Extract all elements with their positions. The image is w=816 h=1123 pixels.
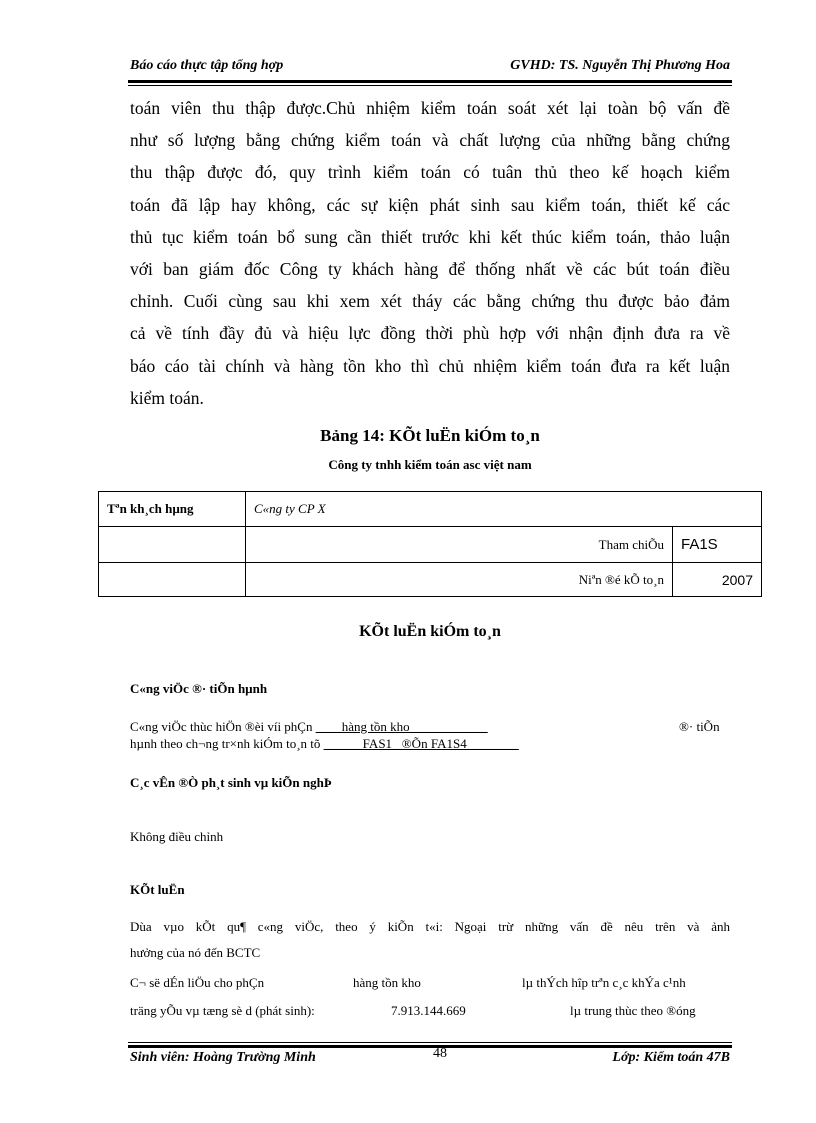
work-performed-heading: C«ng viÖc ®· tiÕn hµnh xyxy=(130,681,268,696)
conclusion-line-1: Dùa vµo kÕt qu¶ c«ng viÖc, theo ý kiÕn t«i: Ngoại trừ những vấn đề nêu trên và ảnh xyxy=(130,919,730,934)
paragraph-line: chỉnh. Cuối cùng sau khi xem xét tháy các bằng chứng thu được bảo đảm xyxy=(130,291,730,312)
audit-company-name: Công ty tnhh kiểm toán asc việt nam xyxy=(328,457,532,472)
engagement-info-table xyxy=(98,491,762,597)
fiscal-year-value: 2007 xyxy=(673,563,762,597)
table-caption xyxy=(98,426,762,446)
audited-part: ____hàng tồn kho____________ xyxy=(315,719,488,734)
footer-class: Lớp: Kiểm toán 47B xyxy=(612,1050,730,1065)
table-row xyxy=(99,492,762,527)
assertion-appropriate: lµ thÝch hîp trªn c¸c khÝa c¹nh xyxy=(522,975,686,990)
balance-label: träng yÕu vµ tæng sè d (phát sinh): xyxy=(130,1003,315,1018)
table-row xyxy=(99,527,762,563)
work-line-1-end: ®· tiÕn xyxy=(679,719,720,734)
paragraph-line: như số lượng bằng chứng kiểm toán và chất lượng của những bằng chứng xyxy=(130,130,730,151)
issues-heading: C¸c vÊn ®Ò ph¸t sinh vµ kiÕn nghÞ xyxy=(130,775,332,790)
header-report-title: Báo cáo thực tập tổng hợp xyxy=(130,58,284,73)
table-number: Bảng 14: xyxy=(320,426,390,445)
client-label: Tªn kh¸ch hµng xyxy=(99,492,246,527)
reference-value: FA1S xyxy=(673,527,762,563)
paragraph-line: với ban giám đốc Công ty khách hàng để thống nhất về các bút toán điều xyxy=(130,259,730,280)
work-text: hµnh theo ch¬ng tr×nh kiÓm to¸n tõ xyxy=(130,736,324,751)
paragraph-line: kiểm toán. xyxy=(130,387,204,408)
paragraph-line: toán viên thu thập được.Chủ nhiệm kiểm toán soát xét lại toàn bộ vấn đề xyxy=(130,98,730,118)
balance-fair-text: lµ trung thùc theo ®óng xyxy=(570,1003,696,1018)
reference-label: Tham chiÕu xyxy=(246,527,673,563)
footer-student: Sinh viên: Hoàng Trường Minh xyxy=(130,1050,316,1065)
client-value: C«ng ty CP X xyxy=(246,492,762,527)
paragraph-line: toán đã lập hay không, các sự kiện phát sinh sau kiểm toán, thiết kế các xyxy=(130,194,730,215)
paragraph-line: cả về tính đầy đủ và hiệu lực đồng thời phù hợp với nhận định đưa ra về xyxy=(130,323,730,344)
paragraph-line: thu thập được đó, quy trình kiểm toán có tuân thủ theo kế hoạch kiểm xyxy=(130,162,730,183)
work-line-1 xyxy=(130,719,488,735)
page-number: 48 xyxy=(433,1046,447,1061)
assertion-part: hàng tồn kho xyxy=(353,975,421,990)
work-line-2 xyxy=(130,736,519,752)
conclusion-section-title: KÕt luËn kiÓm to¸n xyxy=(359,623,501,640)
header-rule-thick xyxy=(128,80,732,83)
empty-cell xyxy=(99,563,246,597)
table-row xyxy=(99,563,762,597)
conclusion-heading: KÕt luËn xyxy=(130,882,185,897)
header-rule-thin xyxy=(128,85,732,86)
paragraph-line: thủ tục kiểm toán bổ sung cần thiết trước khi kết thúc kiểm toán, thảo luận xyxy=(130,226,730,247)
balance-amount: 7.913.144.669 xyxy=(391,1003,466,1018)
empty-cell xyxy=(99,527,246,563)
table-title: KÕt luËn kiÓm to¸n xyxy=(389,426,540,445)
page-header xyxy=(130,58,730,80)
issues-text: Không điều chỉnh xyxy=(130,829,224,844)
paragraph-line: báo cáo tài chính và hàng tồn kho thì chủ nhiệm kiểm toán đưa ra kết luận xyxy=(130,355,730,376)
body-paragraph xyxy=(130,92,730,414)
header-supervisor: GVHD: TS. Nguyễn Thị Phương Hoa xyxy=(510,58,730,73)
conclusion-line-2: hưởng của nó đến BCTC xyxy=(130,945,261,960)
fiscal-year-label: Niªn ®é kÕ to¸n xyxy=(246,563,673,597)
footer-rule-thin xyxy=(128,1042,732,1043)
program-range: ______FAS1_ ®Õn FA1S4________ xyxy=(323,736,519,751)
assertion-basis: C¬ së dÉn liÖu cho phÇn xyxy=(130,975,265,990)
work-text: C«ng viÖc thùc hiÖn ®èi víi phÇn xyxy=(130,719,316,734)
